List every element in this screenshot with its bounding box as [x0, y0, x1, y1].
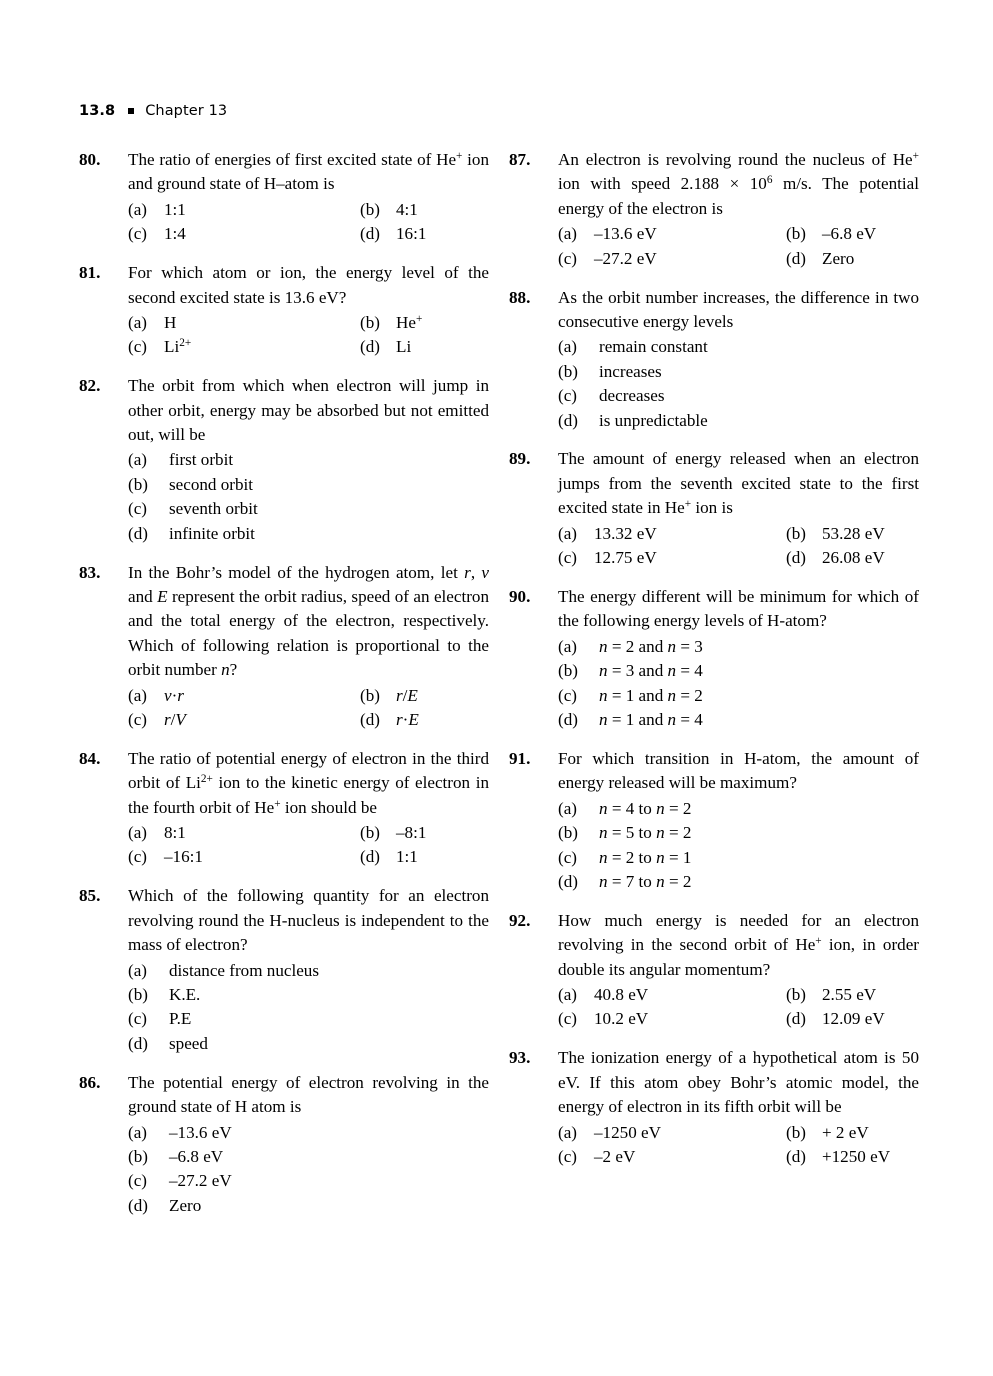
option-item[interactable] — [128, 1007, 489, 1031]
option-text: –1250 eV — [594, 1122, 661, 1142]
option-text: 12.09 eV — [822, 1009, 885, 1029]
question-block — [79, 561, 489, 733]
option-label: (c) — [128, 1009, 147, 1029]
question-stem: In the Bohr’s model of the hydrogen atom, let r, v and E represent the orbit radius, speed of an electron and the total energy of the electron, respectively. Which of following relation is proportional to the orbit number n? — [128, 562, 489, 680]
question-block — [509, 909, 919, 1032]
option-item[interactable] — [360, 708, 419, 732]
option-text: increases — [599, 361, 662, 381]
question-stem: The ionization energy of a hypothetical atom is 50 eV. If this atom obey Bohr’s atomic model, the energy of electron in its fifth orbit will be — [558, 1048, 919, 1117]
option-item[interactable] — [558, 409, 919, 433]
option-label: (d) — [360, 709, 380, 729]
option-text: –2 eV — [594, 1146, 636, 1166]
option-text: K.E. — [169, 984, 201, 1004]
question-stem: For which transition in H-atom, the amount of energy released will be maximum? — [558, 748, 919, 793]
option-text: n = 4 to n = 2 — [599, 798, 692, 818]
option-text: Zero — [169, 1195, 202, 1215]
option-list — [558, 222, 919, 271]
option-label: (a) — [128, 312, 147, 332]
question-stem: The orbit from which when electron will jump in other orbit, energy may be absorbed but not emitted out, will be — [128, 376, 489, 444]
option-list — [558, 983, 919, 1032]
question-stem: Which of the following quantity for an electron revolving round the H-nucleus is independent to the mass of electron? — [128, 886, 489, 955]
option-item[interactable] — [558, 1145, 635, 1169]
option-item[interactable] — [558, 335, 919, 359]
option-text: n = 1 and n = 2 — [599, 685, 703, 705]
option-label: (c) — [558, 386, 577, 406]
option-text: r/V — [164, 709, 186, 729]
option-text: first orbit — [169, 450, 234, 470]
option-list — [558, 797, 919, 895]
option-text: v·r — [164, 685, 184, 705]
option-label: (d) — [128, 523, 148, 543]
option-item[interactable] — [558, 870, 919, 894]
question-block — [509, 286, 919, 433]
option-label: (b) — [786, 523, 806, 543]
option-text: infinite orbit — [169, 523, 255, 543]
option-text: $Li^{2+}$ — [164, 337, 192, 357]
option-list — [128, 959, 489, 1057]
option-item[interactable] — [558, 384, 919, 408]
question-stem: An electron is revolving round the nucleus of He+ ion with speed $2.188 \times 10^6$ m/s. The potential energy of the electron is — [558, 150, 920, 218]
option-label: (d) — [128, 1195, 148, 1215]
option-label: (a) — [128, 450, 147, 470]
option-text: 8:1 — [164, 823, 186, 843]
option-text: 1:4 — [164, 224, 186, 244]
chapter-label: Chapter 13 — [145, 103, 228, 119]
option-item[interactable] — [786, 983, 876, 1007]
option-text: 16:1 — [396, 224, 427, 244]
question-block — [79, 747, 489, 870]
option-text: –13.6 eV — [594, 224, 657, 244]
option-item[interactable] — [128, 1194, 489, 1218]
option-list — [128, 684, 489, 733]
option-item[interactable] — [128, 708, 186, 732]
option-item[interactable] — [360, 821, 426, 845]
option-text: 40.8 eV — [594, 985, 649, 1005]
option-label: (c) — [558, 685, 577, 705]
option-label: (b) — [128, 474, 148, 494]
option-label: (d) — [786, 1009, 806, 1029]
question-number: 88. — [509, 287, 531, 307]
question-stem: The amount of energy released when an electron jumps from the seventh excited state to the first excited state in He+ ion is — [558, 449, 919, 518]
option-item[interactable] — [128, 959, 489, 983]
option-row — [558, 522, 919, 546]
option-row — [558, 546, 919, 570]
option-item[interactable] — [128, 222, 186, 246]
question-block — [79, 884, 489, 1056]
option-text: 53.28 eV — [822, 523, 885, 543]
option-text: 13.32 eV — [594, 523, 657, 543]
option-label: (a) — [558, 523, 577, 543]
question-number: 83. — [79, 562, 101, 582]
option-label: (c) — [128, 337, 147, 357]
option-row — [558, 1007, 919, 1031]
option-row — [128, 198, 489, 222]
option-label: (a) — [128, 1122, 147, 1142]
question-stem: The potential energy of electron revolving in the ground state of H atom is — [128, 1072, 489, 1117]
option-item[interactable] — [360, 198, 418, 222]
option-item[interactable] — [786, 1121, 869, 1145]
option-label: (b) — [128, 984, 148, 1004]
option-item[interactable] — [558, 1121, 661, 1145]
option-item[interactable] — [558, 247, 657, 271]
option-text: –8:1 — [396, 823, 427, 843]
option-text: 12.75 eV — [594, 548, 657, 568]
option-label: (c) — [128, 499, 147, 519]
option-text: +1250 eV — [822, 1146, 891, 1166]
question-block — [79, 148, 489, 247]
option-text: n = 1 and n = 4 — [599, 709, 703, 729]
option-text: second orbit — [169, 474, 254, 494]
question-block — [509, 148, 919, 271]
option-item[interactable] — [128, 684, 184, 708]
question-number: 92. — [509, 910, 531, 930]
option-text: n = 3 and n = 4 — [599, 661, 703, 681]
option-text: n = 2 and n = 3 — [599, 636, 703, 656]
option-list — [558, 335, 919, 433]
question-number: 93. — [509, 1048, 531, 1068]
option-list — [128, 1121, 489, 1219]
option-text: r/E — [396, 685, 418, 705]
question-number: 87. — [509, 150, 531, 169]
option-label: (b) — [360, 199, 380, 219]
question-number: 86. — [79, 1072, 101, 1092]
question-block — [509, 585, 919, 732]
option-text: Li — [396, 337, 412, 357]
option-text: 1:1 — [396, 847, 418, 867]
option-label: (c) — [128, 847, 147, 867]
option-label: (c) — [128, 224, 147, 244]
option-text: P.E — [169, 1009, 192, 1029]
option-item[interactable] — [360, 222, 426, 246]
option-row — [128, 684, 489, 708]
option-item[interactable] — [786, 522, 885, 546]
option-text: n = 7 to n = 2 — [599, 871, 692, 891]
question-stem: How much energy is needed for an electron revolving in the second orbit of He+ ion, in order double its angular momentum? — [558, 910, 919, 979]
option-list — [558, 1121, 919, 1170]
option-text: speed — [169, 1033, 208, 1053]
question-stem: The energy different will be minimum for which of the following energy levels of H-atom? — [558, 586, 919, 631]
option-text: He+ — [396, 312, 423, 332]
option-label: (b) — [360, 312, 380, 332]
option-list — [558, 635, 919, 733]
option-text: remain constant — [599, 337, 708, 357]
option-text: 10.2 eV — [594, 1009, 649, 1029]
option-item[interactable] — [128, 497, 489, 521]
option-item[interactable] — [558, 684, 919, 708]
option-text: decreases — [599, 386, 665, 406]
option-item[interactable] — [558, 846, 919, 870]
option-label: (d) — [360, 224, 380, 244]
option-row — [128, 222, 489, 246]
option-text: distance from nucleus — [169, 960, 319, 980]
option-label: (d) — [558, 871, 578, 891]
option-text: n = 2 to n = 1 — [599, 847, 692, 867]
option-list — [558, 522, 919, 571]
option-item[interactable] — [128, 198, 186, 222]
option-row — [128, 311, 489, 335]
question-number: 84. — [79, 748, 101, 768]
question-block — [79, 261, 489, 360]
option-label: (a) — [128, 685, 147, 705]
question-number: 85. — [79, 886, 101, 906]
option-text: r·E — [396, 709, 419, 729]
question-number: 82. — [79, 376, 101, 396]
option-label: (b) — [786, 985, 806, 1005]
option-item[interactable] — [558, 222, 657, 246]
option-text: n = 5 to n = 2 — [599, 823, 692, 843]
option-label: (d) — [786, 1146, 806, 1166]
option-label: (d) — [558, 709, 578, 729]
option-row — [558, 983, 919, 1007]
option-text: 1:1 — [164, 199, 186, 219]
option-text: –16:1 — [164, 847, 203, 867]
option-label: (d) — [786, 548, 806, 568]
question-number: 81. — [79, 263, 101, 283]
option-item[interactable] — [128, 845, 203, 869]
option-item[interactable] — [786, 546, 885, 570]
option-item[interactable] — [128, 522, 489, 546]
option-item[interactable] — [128, 311, 176, 335]
option-item[interactable] — [558, 522, 657, 546]
option-label: (b) — [558, 661, 578, 681]
option-item[interactable] — [128, 1145, 489, 1169]
option-text: –6.8 eV — [169, 1146, 224, 1166]
option-label: (b) — [558, 823, 578, 843]
option-item[interactable] — [558, 708, 919, 732]
option-item[interactable] — [360, 845, 418, 869]
option-text: Zero — [822, 248, 855, 268]
option-row — [558, 247, 919, 271]
option-item[interactable] — [128, 1121, 489, 1145]
option-label: (d) — [128, 1033, 148, 1053]
option-label: (a) — [128, 199, 147, 219]
option-text: 4:1 — [396, 199, 418, 219]
option-item[interactable] — [558, 546, 657, 570]
question-number: 90. — [509, 586, 531, 606]
option-item[interactable] — [558, 1007, 648, 1031]
question-block — [509, 1046, 919, 1169]
option-label: (a) — [558, 224, 577, 244]
option-text: seventh orbit — [169, 499, 258, 519]
option-row — [558, 1145, 919, 1169]
option-label: (b) — [786, 1122, 806, 1142]
option-item[interactable] — [128, 821, 186, 845]
option-label: (d) — [786, 248, 806, 268]
option-text: is unpredictable — [599, 410, 708, 430]
option-label: (b) — [360, 823, 380, 843]
option-list — [128, 311, 489, 360]
option-row — [558, 222, 919, 246]
option-item[interactable] — [558, 635, 919, 659]
option-row — [558, 1121, 919, 1145]
option-row — [128, 821, 489, 845]
question-block — [509, 747, 919, 894]
option-text: –6.8 eV — [822, 224, 877, 244]
question-stem: The ratio of potential energy of electron in the third orbit of $Li^{2+}$ ion to the kinetic energy of electron in the fourth orbit of He+ ion should be — [128, 748, 489, 817]
option-item[interactable] — [558, 659, 919, 683]
question-block — [509, 447, 919, 570]
option-label: (a) — [128, 823, 147, 843]
option-item[interactable] — [558, 821, 919, 845]
option-row — [128, 335, 489, 359]
option-label: (c) — [558, 1146, 577, 1166]
option-label: (b) — [360, 685, 380, 705]
question-number: 89. — [509, 449, 531, 469]
option-item[interactable] — [360, 684, 418, 708]
question-stem: For which atom or ion, the energy level of the second excited state is 13.6 eV? — [128, 263, 489, 307]
option-label: (c) — [128, 1171, 147, 1191]
option-item[interactable] — [558, 983, 648, 1007]
left-column — [79, 148, 489, 1233]
option-list — [128, 448, 489, 546]
option-item[interactable] — [128, 983, 489, 1007]
right-column — [509, 148, 919, 1184]
option-text: 2.55 eV — [822, 985, 877, 1005]
question-number: 91. — [509, 748, 531, 768]
folio-number: 13.8 — [79, 103, 116, 119]
option-label: (c) — [128, 709, 147, 729]
option-label: (a) — [128, 960, 147, 980]
option-label: (b) — [558, 361, 578, 381]
option-item[interactable] — [786, 222, 876, 246]
option-label: (a) — [558, 636, 577, 656]
option-item[interactable] — [558, 797, 919, 821]
option-item[interactable] — [786, 247, 854, 271]
option-label: (d) — [558, 410, 578, 430]
option-item[interactable] — [786, 1145, 890, 1169]
option-label: (d) — [360, 337, 380, 357]
option-label: (c) — [558, 548, 577, 568]
option-label: (a) — [558, 1122, 577, 1142]
option-list — [128, 821, 489, 870]
option-item[interactable] — [128, 1032, 489, 1056]
option-text: 26.08 eV — [822, 548, 885, 568]
question-number: 80. — [79, 150, 101, 169]
option-item[interactable] — [128, 473, 489, 497]
option-text: –27.2 eV — [169, 1171, 232, 1191]
option-row — [128, 845, 489, 869]
option-row — [128, 708, 489, 732]
option-item[interactable] — [128, 1169, 489, 1193]
page-running-head — [79, 103, 227, 119]
option-item[interactable] — [128, 448, 489, 472]
option-label: (b) — [128, 1146, 148, 1166]
option-text: –27.2 eV — [594, 248, 657, 268]
question-block — [79, 1071, 489, 1218]
option-label: (b) — [786, 224, 806, 244]
option-item[interactable] — [128, 335, 191, 359]
option-item[interactable] — [558, 360, 919, 384]
option-label: (c) — [558, 248, 577, 268]
question-stem: As the orbit number increases, the difference in two consecutive energy levels — [558, 287, 919, 331]
option-label: (d) — [360, 847, 380, 867]
option-label: (a) — [558, 337, 577, 357]
option-label: (a) — [558, 798, 577, 818]
option-label: (c) — [558, 847, 577, 867]
option-label: (a) — [558, 985, 577, 1005]
option-text: + 2 eV — [822, 1122, 869, 1142]
option-item[interactable] — [360, 311, 422, 335]
square-bullet-icon — [128, 108, 134, 114]
option-item[interactable] — [360, 335, 411, 359]
question-stem: The ratio of energies of first excited state of He+ ion and ground state of H–atom is — [128, 150, 489, 194]
option-text: H — [164, 312, 177, 332]
question-block — [79, 374, 489, 546]
option-label: (c) — [558, 1009, 577, 1029]
option-text: –13.6 eV — [169, 1122, 232, 1142]
option-item[interactable] — [786, 1007, 885, 1031]
option-list — [128, 198, 489, 247]
